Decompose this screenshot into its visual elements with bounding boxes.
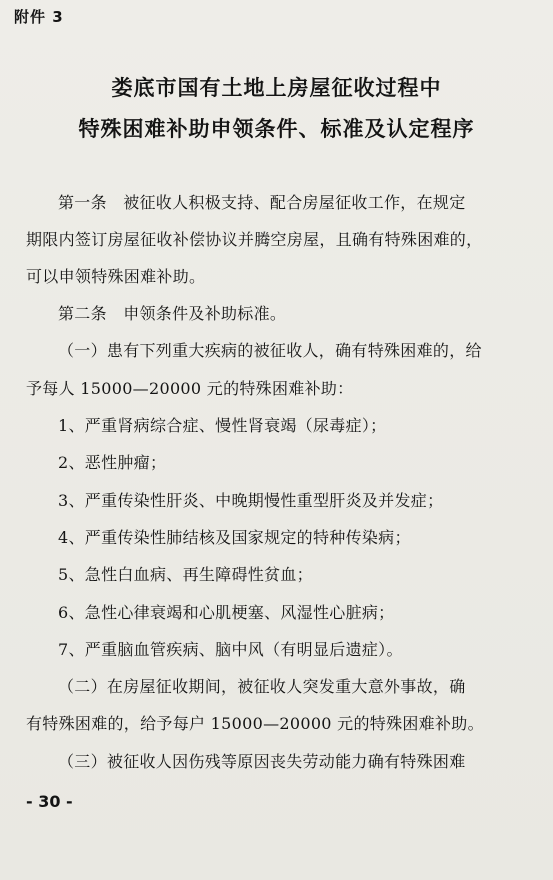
body-line-16: （三）被征收人因伤残等原因丧失劳动能力确有特殊困难	[58, 752, 466, 771]
body-line-10: 4、严重传染性肺结核及国家规定的特种传染病；	[58, 528, 411, 547]
body-line-3: 可以申领特殊困难补助。	[26, 267, 206, 286]
body-line-13: 7、严重脑血管疾病、脑中风（有明显后遗症）。	[58, 640, 403, 659]
body-line-7: 1、严重肾病综合症、慢性肾衰竭（尿毒症）；	[58, 416, 387, 435]
body-line-2: 期限内签订房屋征收补偿协议并腾空房屋，且确有特殊困难的，	[26, 230, 483, 249]
attachment-label: 附件 3	[14, 8, 64, 26]
page-number: - 30 -	[26, 792, 73, 811]
body-line-12: 6、急性心律衰竭和心肌梗塞、风湿性心脏病；	[58, 603, 395, 622]
document-title-line-2: 特殊困难补助申领条件、标准及认定程序	[78, 117, 475, 141]
body-line-15: 有特殊困难的，给予每户 15000—20000 元的特殊困难补助。	[26, 714, 484, 733]
body-line-9: 3、严重传染性肝炎、中晚期慢性重型肝炎及并发症；	[58, 491, 444, 510]
body-line-6: 予每人 15000—20000 元的特殊困难补助：	[26, 379, 354, 398]
body-line-8: 2、恶性肿瘤；	[58, 453, 167, 472]
body-line-11: 5、急性白血病、再生障碍性贫血；	[58, 565, 313, 584]
body-line-4: 第二条 申领条件及补助标准。	[58, 304, 287, 323]
document-title-line-1: 娄底市国有土地上房屋征收过程中	[111, 76, 442, 100]
body-line-14: （二）在房屋征收期间，被征收人突发重大意外事故，确	[58, 677, 466, 696]
body-line-1: 第一条 被征收人积极支持、配合房屋征收工作，在规定	[58, 193, 466, 212]
body-line-5: （一）患有下列重大疾病的被征收人，确有特殊困难的，给	[58, 341, 482, 360]
